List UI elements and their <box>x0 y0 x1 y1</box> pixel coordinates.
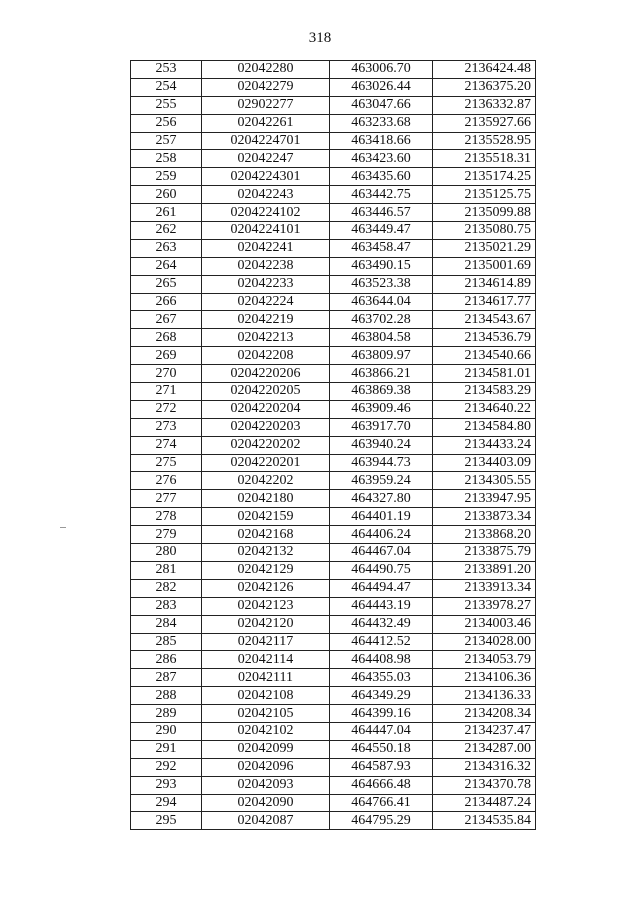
table-row <box>131 508 536 526</box>
table-row <box>131 168 536 186</box>
table-row <box>131 275 536 293</box>
table-row <box>131 669 536 687</box>
y-coordinate-cell: 2134305.55 <box>433 472 536 490</box>
point-code-cell: 02042159 <box>202 508 330 526</box>
point-number-cell: 286 <box>131 651 202 669</box>
table-row <box>131 794 536 812</box>
point-number-cell: 290 <box>131 722 202 740</box>
y-coordinate-cell: 2133947.95 <box>433 490 536 508</box>
point-code-cell: 02042087 <box>202 812 330 830</box>
point-number-cell: 289 <box>131 705 202 723</box>
table-row <box>131 150 536 168</box>
coordinates-table <box>130 60 536 830</box>
x-coordinate-cell: 464327.80 <box>330 490 433 508</box>
x-coordinate-cell: 464349.29 <box>330 687 433 705</box>
point-code-cell: 0204220206 <box>202 365 330 383</box>
x-coordinate-cell: 464432.49 <box>330 615 433 633</box>
table-row <box>131 365 536 383</box>
x-coordinate-cell: 463423.60 <box>330 150 433 168</box>
point-code-cell: 0204224102 <box>202 204 330 222</box>
x-coordinate-cell: 464447.04 <box>330 722 433 740</box>
table-row <box>131 383 536 401</box>
table-row <box>131 490 536 508</box>
point-code-cell: 0204224301 <box>202 168 330 186</box>
point-code-cell: 02042202 <box>202 472 330 490</box>
y-coordinate-cell: 2134287.00 <box>433 740 536 758</box>
table-row <box>131 293 536 311</box>
point-number-cell: 282 <box>131 579 202 597</box>
point-number-cell: 259 <box>131 168 202 186</box>
point-code-cell: 02042108 <box>202 687 330 705</box>
point-code-cell: 0204224101 <box>202 222 330 240</box>
table-row <box>131 740 536 758</box>
table-row <box>131 812 536 830</box>
y-coordinate-cell: 2136424.48 <box>433 61 536 79</box>
table-row <box>131 132 536 150</box>
x-coordinate-cell: 463959.24 <box>330 472 433 490</box>
point-number-cell: 279 <box>131 526 202 544</box>
point-code-cell: 02902277 <box>202 96 330 114</box>
point-code-cell: 02042219 <box>202 311 330 329</box>
point-number-cell: 270 <box>131 365 202 383</box>
point-number-cell: 278 <box>131 508 202 526</box>
point-code-cell: 02042099 <box>202 740 330 758</box>
x-coordinate-cell: 464401.19 <box>330 508 433 526</box>
x-coordinate-cell: 464494.47 <box>330 579 433 597</box>
x-coordinate-cell: 464443.19 <box>330 597 433 615</box>
point-code-cell: 02042224 <box>202 293 330 311</box>
y-coordinate-cell: 2134403.09 <box>433 454 536 472</box>
x-coordinate-cell: 463944.73 <box>330 454 433 472</box>
y-coordinate-cell: 2135021.29 <box>433 239 536 257</box>
table-row <box>131 722 536 740</box>
x-coordinate-cell: 464766.41 <box>330 794 433 812</box>
table-row <box>131 418 536 436</box>
point-code-cell: 02042261 <box>202 114 330 132</box>
point-code-cell: 02042117 <box>202 633 330 651</box>
table-row <box>131 544 536 562</box>
y-coordinate-cell: 2135099.88 <box>433 204 536 222</box>
point-number-cell: 295 <box>131 812 202 830</box>
x-coordinate-cell: 463866.21 <box>330 365 433 383</box>
table-row <box>131 239 536 257</box>
point-number-cell: 284 <box>131 615 202 633</box>
table-row <box>131 257 536 275</box>
point-code-cell: 02042132 <box>202 544 330 562</box>
table-row <box>131 454 536 472</box>
y-coordinate-cell: 2134487.24 <box>433 794 536 812</box>
y-coordinate-cell: 2135080.75 <box>433 222 536 240</box>
point-code-cell: 02042208 <box>202 347 330 365</box>
point-code-cell: 02042096 <box>202 758 330 776</box>
point-number-cell: 272 <box>131 400 202 418</box>
point-code-cell: 0204220204 <box>202 400 330 418</box>
x-coordinate-cell: 463702.28 <box>330 311 433 329</box>
point-number-cell: 287 <box>131 669 202 687</box>
table-row <box>131 114 536 132</box>
table-row <box>131 96 536 114</box>
table-row <box>131 615 536 633</box>
y-coordinate-cell: 2134583.29 <box>433 383 536 401</box>
table-row <box>131 651 536 669</box>
table-row <box>131 78 536 96</box>
x-coordinate-cell: 463523.38 <box>330 275 433 293</box>
y-coordinate-cell: 2134543.67 <box>433 311 536 329</box>
x-coordinate-cell: 464467.04 <box>330 544 433 562</box>
y-coordinate-cell: 2134237.47 <box>433 722 536 740</box>
y-coordinate-cell: 2134003.46 <box>433 615 536 633</box>
y-coordinate-cell: 2133868.20 <box>433 526 536 544</box>
point-number-cell: 293 <box>131 776 202 794</box>
y-coordinate-cell: 2135001.69 <box>433 257 536 275</box>
point-code-cell: 02042180 <box>202 490 330 508</box>
point-code-cell: 02042105 <box>202 705 330 723</box>
x-coordinate-cell: 463940.24 <box>330 436 433 454</box>
y-coordinate-cell: 2134136.33 <box>433 687 536 705</box>
table-row <box>131 705 536 723</box>
point-number-cell: 260 <box>131 186 202 204</box>
table-row <box>131 400 536 418</box>
point-code-cell: 02042280 <box>202 61 330 79</box>
point-code-cell: 02042102 <box>202 722 330 740</box>
y-coordinate-cell: 2135927.66 <box>433 114 536 132</box>
table-row <box>131 633 536 651</box>
y-coordinate-cell: 2135174.25 <box>433 168 536 186</box>
point-number-cell: 288 <box>131 687 202 705</box>
table-row <box>131 758 536 776</box>
y-coordinate-cell: 2134053.79 <box>433 651 536 669</box>
point-code-cell: 02042126 <box>202 579 330 597</box>
point-code-cell: 02042233 <box>202 275 330 293</box>
y-coordinate-cell: 2134028.00 <box>433 633 536 651</box>
point-number-cell: 257 <box>131 132 202 150</box>
point-number-cell: 274 <box>131 436 202 454</box>
x-coordinate-cell: 463233.68 <box>330 114 433 132</box>
point-number-cell: 275 <box>131 454 202 472</box>
table-row <box>131 204 536 222</box>
y-coordinate-cell: 2134584.80 <box>433 418 536 436</box>
point-number-cell: 269 <box>131 347 202 365</box>
point-code-cell: 02042168 <box>202 526 330 544</box>
point-number-cell: 273 <box>131 418 202 436</box>
point-number-cell: 285 <box>131 633 202 651</box>
y-coordinate-cell: 2134370.78 <box>433 776 536 794</box>
x-coordinate-cell: 464587.93 <box>330 758 433 776</box>
y-coordinate-cell: 2134536.79 <box>433 329 536 347</box>
point-number-cell: 258 <box>131 150 202 168</box>
x-coordinate-cell: 463442.75 <box>330 186 433 204</box>
point-number-cell: 262 <box>131 222 202 240</box>
point-number-cell: 261 <box>131 204 202 222</box>
y-coordinate-cell: 2134433.24 <box>433 436 536 454</box>
point-code-cell: 02042093 <box>202 776 330 794</box>
y-coordinate-cell: 2134540.66 <box>433 347 536 365</box>
y-coordinate-cell: 2133873.34 <box>433 508 536 526</box>
point-number-cell: 291 <box>131 740 202 758</box>
x-coordinate-cell: 463909.46 <box>330 400 433 418</box>
x-coordinate-cell: 464406.24 <box>330 526 433 544</box>
y-coordinate-cell: 2136375.20 <box>433 78 536 96</box>
table-row <box>131 186 536 204</box>
x-coordinate-cell: 463869.38 <box>330 383 433 401</box>
table-row <box>131 61 536 79</box>
point-number-cell: 268 <box>131 329 202 347</box>
point-number-cell: 277 <box>131 490 202 508</box>
point-code-cell: 02042129 <box>202 561 330 579</box>
point-number-cell: 292 <box>131 758 202 776</box>
point-code-cell: 02042279 <box>202 78 330 96</box>
x-coordinate-cell: 464408.98 <box>330 651 433 669</box>
point-number-cell: 263 <box>131 239 202 257</box>
point-number-cell: 276 <box>131 472 202 490</box>
point-code-cell: 0204220202 <box>202 436 330 454</box>
point-code-cell: 02042243 <box>202 186 330 204</box>
point-number-cell: 255 <box>131 96 202 114</box>
x-coordinate-cell: 463435.60 <box>330 168 433 186</box>
table-row <box>131 597 536 615</box>
coordinates-table-body <box>131 61 536 830</box>
table-row <box>131 311 536 329</box>
y-coordinate-cell: 2134581.01 <box>433 365 536 383</box>
x-coordinate-cell: 464399.16 <box>330 705 433 723</box>
x-coordinate-cell: 464666.48 <box>330 776 433 794</box>
x-coordinate-cell: 463047.66 <box>330 96 433 114</box>
y-coordinate-cell: 2133891.20 <box>433 561 536 579</box>
point-number-cell: 265 <box>131 275 202 293</box>
y-coordinate-cell: 2134106.36 <box>433 669 536 687</box>
y-coordinate-cell: 2134535.84 <box>433 812 536 830</box>
x-coordinate-cell: 463804.58 <box>330 329 433 347</box>
y-coordinate-cell: 2133875.79 <box>433 544 536 562</box>
point-code-cell: 02042241 <box>202 239 330 257</box>
point-number-cell: 271 <box>131 383 202 401</box>
x-coordinate-cell: 464490.75 <box>330 561 433 579</box>
y-coordinate-cell: 2135125.75 <box>433 186 536 204</box>
y-coordinate-cell: 2134208.34 <box>433 705 536 723</box>
y-coordinate-cell: 2136332.87 <box>433 96 536 114</box>
point-number-cell: 280 <box>131 544 202 562</box>
table-row <box>131 222 536 240</box>
table-row <box>131 436 536 454</box>
x-coordinate-cell: 463449.47 <box>330 222 433 240</box>
table-row <box>131 526 536 544</box>
point-code-cell: 02042090 <box>202 794 330 812</box>
point-number-cell: 281 <box>131 561 202 579</box>
table-row <box>131 561 536 579</box>
point-number-cell: 253 <box>131 61 202 79</box>
point-code-cell: 02042238 <box>202 257 330 275</box>
x-coordinate-cell: 463917.70 <box>330 418 433 436</box>
table-row <box>131 329 536 347</box>
point-number-cell: 283 <box>131 597 202 615</box>
point-number-cell: 264 <box>131 257 202 275</box>
point-code-cell: 02042120 <box>202 615 330 633</box>
x-coordinate-cell: 464355.03 <box>330 669 433 687</box>
table-row <box>131 776 536 794</box>
table-row <box>131 347 536 365</box>
point-code-cell: 0204220203 <box>202 418 330 436</box>
x-coordinate-cell: 463026.44 <box>330 78 433 96</box>
point-code-cell: 0204224701 <box>202 132 330 150</box>
point-number-cell: 266 <box>131 293 202 311</box>
point-code-cell: 0204220201 <box>202 454 330 472</box>
x-coordinate-cell: 464412.52 <box>330 633 433 651</box>
y-coordinate-cell: 2133913.34 <box>433 579 536 597</box>
point-number-cell: 254 <box>131 78 202 96</box>
point-code-cell: 02042123 <box>202 597 330 615</box>
x-coordinate-cell: 463446.57 <box>330 204 433 222</box>
y-coordinate-cell: 2135518.31 <box>433 150 536 168</box>
table-row <box>131 687 536 705</box>
point-number-cell: 294 <box>131 794 202 812</box>
x-coordinate-cell: 464795.29 <box>330 812 433 830</box>
point-code-cell: 02042111 <box>202 669 330 687</box>
point-number-cell: 267 <box>131 311 202 329</box>
table-row <box>131 579 536 597</box>
x-coordinate-cell: 463458.47 <box>330 239 433 257</box>
x-coordinate-cell: 463490.15 <box>330 257 433 275</box>
table-row <box>131 472 536 490</box>
margin-mark <box>60 527 66 528</box>
point-code-cell: 0204220205 <box>202 383 330 401</box>
y-coordinate-cell: 2134316.32 <box>433 758 536 776</box>
point-code-cell: 02042213 <box>202 329 330 347</box>
y-coordinate-cell: 2134614.89 <box>433 275 536 293</box>
y-coordinate-cell: 2135528.95 <box>433 132 536 150</box>
y-coordinate-cell: 2134617.77 <box>433 293 536 311</box>
x-coordinate-cell: 463809.97 <box>330 347 433 365</box>
y-coordinate-cell: 2134640.22 <box>433 400 536 418</box>
point-code-cell: 02042247 <box>202 150 330 168</box>
x-coordinate-cell: 464550.18 <box>330 740 433 758</box>
x-coordinate-cell: 463418.66 <box>330 132 433 150</box>
x-coordinate-cell: 463006.70 <box>330 61 433 79</box>
x-coordinate-cell: 463644.04 <box>330 293 433 311</box>
point-number-cell: 256 <box>131 114 202 132</box>
page-number: 318 <box>308 30 332 46</box>
point-code-cell: 02042114 <box>202 651 330 669</box>
y-coordinate-cell: 2133978.27 <box>433 597 536 615</box>
